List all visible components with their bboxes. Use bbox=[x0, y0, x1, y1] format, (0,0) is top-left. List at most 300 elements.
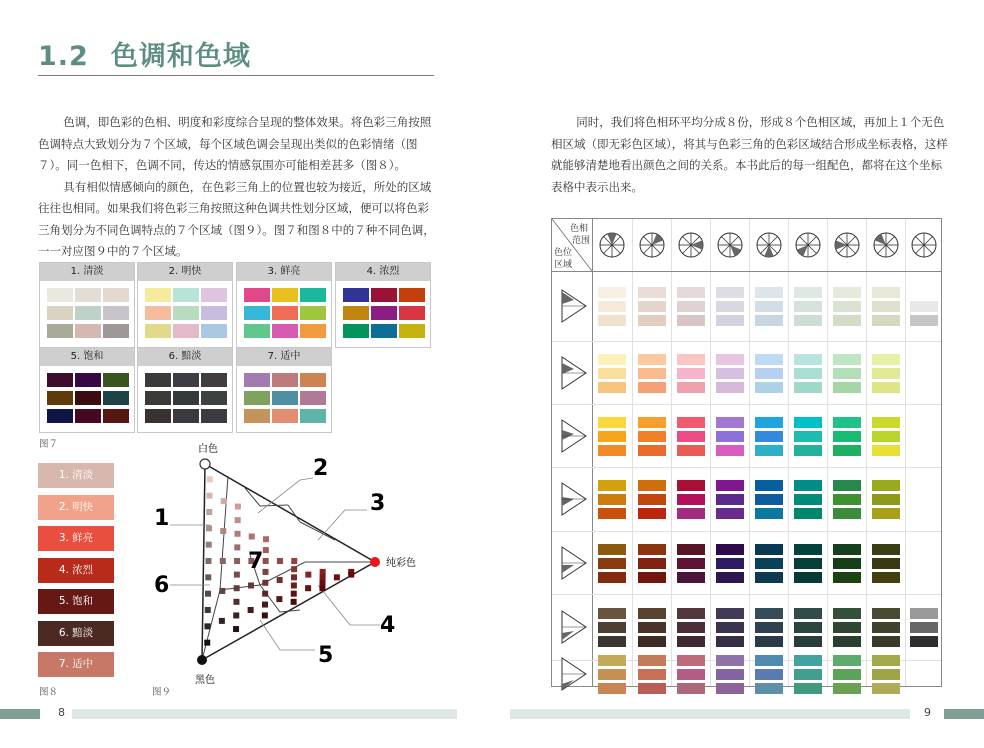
table-swatch bbox=[716, 480, 744, 491]
table-swatch bbox=[833, 354, 861, 365]
table-row-line bbox=[552, 467, 941, 468]
table-swatch bbox=[833, 572, 861, 583]
table-swatch bbox=[794, 354, 822, 365]
triangle-square bbox=[276, 596, 282, 602]
tone-swatch bbox=[371, 324, 397, 338]
table-row-line bbox=[552, 341, 941, 342]
table-swatch bbox=[638, 544, 666, 555]
region-number-2: 2 bbox=[313, 456, 329, 481]
tone-swatch bbox=[201, 373, 227, 387]
table-swatch bbox=[833, 445, 861, 456]
tone-swatch bbox=[244, 288, 270, 302]
table-col-line bbox=[905, 219, 906, 686]
heading-title: 色调和色域 bbox=[110, 41, 251, 72]
corner-label-area: 区域 bbox=[554, 260, 573, 270]
tone-cell-2 bbox=[137, 262, 233, 348]
table-swatch bbox=[794, 544, 822, 555]
table-swatch bbox=[598, 287, 626, 298]
table-col-line bbox=[788, 219, 789, 686]
triangle-square bbox=[305, 572, 311, 578]
table-swatch bbox=[872, 622, 900, 633]
hue-wheel-icon bbox=[832, 230, 862, 260]
table-swatch bbox=[872, 544, 900, 555]
corner-label-hue: 色相 bbox=[570, 224, 589, 234]
table-swatch bbox=[598, 655, 626, 666]
tone-swatch bbox=[272, 391, 298, 405]
table-col-line bbox=[632, 219, 633, 686]
triangle-square bbox=[234, 572, 240, 578]
tone-swatch bbox=[145, 373, 171, 387]
table-swatch bbox=[638, 354, 666, 365]
table-swatch bbox=[833, 544, 861, 555]
left-paragraph-2: 具有相似情感倾向的颜色，在色彩三角上的位置也较为接近，所处的区域往往也相同。如果我们将色彩三角按照这种色调共性划分区域，便可以将色彩三角划分为不同色调特点的７个区域（图９）。图７和图８中的７种不同色调，一一对应图９中的７个区域。 bbox=[38, 179, 435, 258]
table-swatch bbox=[677, 608, 705, 619]
corner-label-range: 范围 bbox=[572, 236, 591, 246]
table-swatch bbox=[638, 431, 666, 442]
tone-swatch bbox=[244, 324, 270, 338]
tone-triangle-icon bbox=[556, 609, 588, 645]
table-swatch bbox=[833, 480, 861, 491]
figure-9-color-triangle bbox=[150, 440, 430, 685]
table-row-line bbox=[552, 531, 941, 532]
table-swatch bbox=[598, 669, 626, 680]
right-paragraph-1: 同时，我们将色相环平均分成８份，形成８个色相区域，再加上１个无色相区域（即无彩色区域），将其与色彩三角的色彩区域结合形成坐标表格，这样就能够清楚地看出颜色之间的关系。本书此后的每一组配色，都将在这个坐标表格中表示出来。 bbox=[551, 115, 948, 194]
tone-swatch bbox=[145, 288, 171, 302]
table-swatch bbox=[598, 508, 626, 519]
table-swatch bbox=[677, 683, 705, 694]
tone-swatch bbox=[244, 391, 270, 405]
table-swatch bbox=[677, 636, 705, 647]
corner-label-position: 色位 bbox=[554, 248, 573, 258]
triangle-square bbox=[204, 640, 210, 646]
table-swatch bbox=[638, 558, 666, 569]
figure-7-caption: 图７ bbox=[39, 439, 59, 450]
table-swatch bbox=[794, 445, 822, 456]
tone-swatch bbox=[244, 409, 270, 423]
triangle-square bbox=[262, 612, 268, 618]
triangle-square bbox=[320, 574, 326, 580]
table-swatch bbox=[833, 683, 861, 694]
tone-swatch bbox=[201, 288, 227, 302]
table-swatch bbox=[872, 417, 900, 428]
table-swatch bbox=[638, 301, 666, 312]
table-swatch bbox=[716, 431, 744, 442]
triangle-square bbox=[234, 544, 240, 550]
hue-wheel-icon bbox=[637, 230, 667, 260]
table-swatch bbox=[638, 480, 666, 491]
table-swatch bbox=[833, 508, 861, 519]
triangle-square bbox=[205, 574, 211, 580]
white-label: 白色 bbox=[198, 444, 218, 455]
tone-swatch bbox=[272, 324, 298, 338]
tone-swatch bbox=[173, 373, 199, 387]
table-swatch bbox=[755, 508, 783, 519]
table-swatch bbox=[716, 622, 744, 633]
tone-swatch bbox=[173, 324, 199, 338]
table-swatch bbox=[755, 683, 783, 694]
triangle-square bbox=[291, 566, 297, 572]
region-number-1: 1 bbox=[154, 506, 170, 531]
table-swatch bbox=[872, 683, 900, 694]
table-col-line bbox=[710, 219, 711, 686]
table-swatch bbox=[638, 315, 666, 326]
table-swatch bbox=[598, 301, 626, 312]
tone-swatch bbox=[399, 288, 425, 302]
tone-swatch bbox=[272, 306, 298, 320]
table-swatch bbox=[794, 431, 822, 442]
tone-swatch bbox=[201, 409, 227, 423]
tone-swatch bbox=[47, 409, 73, 423]
table-swatch bbox=[638, 683, 666, 694]
black-vertex bbox=[197, 655, 207, 665]
table-swatch bbox=[598, 608, 626, 619]
table-swatch bbox=[833, 655, 861, 666]
tone-swatch bbox=[300, 373, 326, 387]
table-swatch bbox=[598, 622, 626, 633]
tone-swatch bbox=[399, 306, 425, 320]
triangle-square bbox=[205, 591, 211, 597]
left-page-bar-light bbox=[72, 709, 457, 719]
table-swatch bbox=[638, 287, 666, 298]
tone-swatch bbox=[103, 288, 129, 302]
hue-wheel-icon bbox=[676, 230, 706, 260]
tone-swatch bbox=[272, 288, 298, 302]
tone-swatch bbox=[103, 373, 129, 387]
triangle-square bbox=[262, 580, 268, 586]
table-col-line bbox=[749, 219, 750, 686]
tone-cell-label: 2. 明快 bbox=[138, 263, 232, 281]
tone-swatch bbox=[272, 409, 298, 423]
table-swatch bbox=[872, 608, 900, 619]
table-swatch bbox=[755, 669, 783, 680]
tone-cell-label: 7. 适中 bbox=[237, 348, 331, 366]
table-swatch bbox=[716, 544, 744, 555]
tone-swatch bbox=[201, 391, 227, 405]
hue-wheel-icon bbox=[793, 230, 823, 260]
tone-bar-7: 7. 适中 bbox=[38, 652, 114, 677]
table-swatch bbox=[833, 494, 861, 505]
triangle-square bbox=[277, 558, 283, 564]
table-swatch bbox=[755, 417, 783, 428]
table-col-line bbox=[866, 219, 867, 686]
triangle-square bbox=[207, 476, 213, 482]
table-swatch bbox=[716, 368, 744, 379]
tone-swatch bbox=[145, 391, 171, 405]
table-swatch bbox=[794, 315, 822, 326]
region-number-4: 4 bbox=[380, 613, 396, 638]
table-swatch bbox=[598, 354, 626, 365]
table-swatch bbox=[872, 508, 900, 519]
table-swatch bbox=[598, 683, 626, 694]
table-swatch bbox=[677, 301, 705, 312]
table-col-line bbox=[592, 219, 593, 686]
table-swatch bbox=[716, 669, 744, 680]
table-swatch bbox=[872, 301, 900, 312]
table-swatch bbox=[755, 608, 783, 619]
table-col-line bbox=[671, 219, 672, 686]
triangle-square bbox=[291, 599, 297, 605]
table-swatch bbox=[755, 315, 783, 326]
tone-triangle-icon bbox=[556, 656, 588, 692]
triangle-square bbox=[233, 626, 239, 632]
table-swatch bbox=[716, 655, 744, 666]
table-swatch bbox=[598, 544, 626, 555]
table-swatch bbox=[638, 445, 666, 456]
table-swatch bbox=[677, 572, 705, 583]
table-swatch bbox=[638, 417, 666, 428]
table-swatch bbox=[872, 445, 900, 456]
triangle-square bbox=[263, 558, 269, 564]
tone-swatch bbox=[75, 391, 101, 405]
leader-line bbox=[260, 620, 315, 650]
tone-swatch bbox=[343, 306, 369, 320]
table-swatch bbox=[872, 287, 900, 298]
tone-triangle-icon bbox=[556, 288, 588, 324]
table-swatch bbox=[794, 287, 822, 298]
table-swatch bbox=[638, 508, 666, 519]
triangle-square bbox=[220, 558, 226, 564]
table-swatch bbox=[716, 683, 744, 694]
tone-swatch bbox=[300, 306, 326, 320]
table-row-line bbox=[552, 271, 941, 272]
figure-9-caption: 图９ bbox=[152, 687, 172, 698]
table-swatch bbox=[598, 558, 626, 569]
table-swatch bbox=[910, 301, 938, 312]
left-paragraph-1: 色调，即色彩的色相、明度和彩度综合呈现的整体效果。将色彩三角按照色调特点大致划分为７个区域，每个区域色调会呈现出类似的色彩情绪（图７）。同一色相下，色调不同，传达的情感氛围亦可能相差甚多（图８）。 bbox=[38, 115, 432, 172]
triangle-square bbox=[263, 547, 269, 553]
table-swatch bbox=[638, 636, 666, 647]
table-swatch bbox=[598, 315, 626, 326]
table-swatch bbox=[794, 655, 822, 666]
table-swatch bbox=[872, 558, 900, 569]
tone-swatch bbox=[272, 373, 298, 387]
hue-wheel-icon bbox=[871, 230, 901, 260]
table-swatch bbox=[755, 382, 783, 393]
hue-wheel-icon bbox=[715, 230, 745, 260]
table-swatch bbox=[872, 480, 900, 491]
table-swatch bbox=[638, 368, 666, 379]
left-page-bar bbox=[0, 709, 40, 719]
triangle-square bbox=[234, 585, 240, 591]
triangle-square bbox=[248, 583, 254, 589]
triangle-square bbox=[334, 574, 340, 580]
tone-bar-5: 5. 饱和 bbox=[38, 589, 114, 614]
table-swatch bbox=[755, 445, 783, 456]
tone-swatch bbox=[75, 324, 101, 338]
table-swatch bbox=[755, 287, 783, 298]
table-swatch bbox=[872, 382, 900, 393]
heading-number: 1.2 bbox=[38, 41, 89, 72]
tone-swatch bbox=[201, 324, 227, 338]
tone-swatch bbox=[103, 306, 129, 320]
table-swatch bbox=[677, 655, 705, 666]
tone-bar-4: 4. 浓烈 bbox=[38, 558, 114, 583]
tone-bar-3: 3. 鲜亮 bbox=[38, 526, 114, 551]
triangle-square bbox=[205, 623, 211, 629]
table-swatch bbox=[755, 301, 783, 312]
table-swatch bbox=[716, 382, 744, 393]
tone-swatch bbox=[371, 306, 397, 320]
triangle-square bbox=[291, 591, 297, 597]
triangle-square bbox=[219, 618, 225, 624]
tone-cell-7 bbox=[236, 347, 332, 433]
tone-swatch bbox=[47, 391, 73, 405]
tone-cell-6 bbox=[137, 347, 233, 433]
triangle-square bbox=[219, 588, 225, 594]
table-swatch bbox=[755, 354, 783, 365]
hue-wheel-icon bbox=[597, 230, 627, 260]
tone-swatch bbox=[75, 373, 101, 387]
table-swatch bbox=[677, 480, 705, 491]
table-swatch bbox=[833, 417, 861, 428]
region-number-5: 5 bbox=[318, 643, 334, 668]
pure-color-vertex bbox=[370, 557, 380, 567]
table-swatch bbox=[755, 431, 783, 442]
table-swatch bbox=[872, 636, 900, 647]
table-swatch bbox=[833, 669, 861, 680]
table-swatch bbox=[794, 608, 822, 619]
table-swatch bbox=[833, 558, 861, 569]
table-swatch bbox=[872, 669, 900, 680]
table-swatch bbox=[872, 354, 900, 365]
tone-swatch bbox=[343, 288, 369, 302]
triangle-square bbox=[291, 583, 297, 589]
tone-cell-label: 5. 饱和 bbox=[40, 348, 134, 366]
right-body-text bbox=[551, 112, 951, 198]
table-swatch bbox=[638, 608, 666, 619]
table-swatch bbox=[677, 494, 705, 505]
tone-bar-2: 2. 明快 bbox=[38, 495, 114, 520]
table-swatch bbox=[677, 382, 705, 393]
triangle-square bbox=[291, 574, 297, 580]
triangle-square bbox=[263, 569, 269, 575]
table-swatch bbox=[755, 558, 783, 569]
triangle-square bbox=[206, 509, 212, 515]
table-swatch bbox=[794, 622, 822, 633]
white-vertex bbox=[200, 459, 210, 469]
tone-swatch bbox=[173, 306, 199, 320]
table-swatch bbox=[755, 544, 783, 555]
tone-swatch bbox=[75, 306, 101, 320]
tone-swatch bbox=[75, 288, 101, 302]
table-swatch bbox=[872, 572, 900, 583]
table-swatch bbox=[794, 494, 822, 505]
tone-swatch bbox=[244, 373, 270, 387]
triangle-square bbox=[207, 493, 213, 499]
table-swatch bbox=[755, 655, 783, 666]
triangle-square bbox=[234, 558, 240, 564]
table-swatch bbox=[638, 655, 666, 666]
table-swatch bbox=[755, 368, 783, 379]
tone-bar-6: 6. 黯淡 bbox=[38, 621, 114, 646]
table-swatch bbox=[910, 608, 938, 619]
table-swatch bbox=[677, 445, 705, 456]
tone-swatch bbox=[145, 324, 171, 338]
tone-cell-label: 4. 浓烈 bbox=[336, 263, 430, 281]
table-swatch bbox=[638, 494, 666, 505]
table-swatch bbox=[910, 315, 938, 326]
tone-triangle-icon bbox=[556, 355, 588, 391]
table-swatch bbox=[794, 480, 822, 491]
tone-swatch bbox=[145, 409, 171, 423]
pure-color-label: 纯彩色 bbox=[386, 558, 416, 569]
tone-cell-5 bbox=[39, 347, 135, 433]
triangle-square bbox=[262, 591, 268, 597]
table-swatch bbox=[833, 315, 861, 326]
page-number-right: 9 bbox=[920, 706, 935, 719]
triangle-square bbox=[233, 599, 239, 605]
heading-rule bbox=[38, 75, 434, 76]
table-swatch bbox=[794, 382, 822, 393]
triangle-square bbox=[206, 525, 212, 531]
table-swatch bbox=[872, 368, 900, 379]
table-swatch bbox=[833, 287, 861, 298]
black-label: 黑色 bbox=[195, 675, 215, 685]
table-swatch bbox=[755, 636, 783, 647]
tone-swatch bbox=[173, 288, 199, 302]
table-swatch bbox=[638, 622, 666, 633]
tone-swatch bbox=[399, 324, 425, 338]
tone-swatch bbox=[201, 306, 227, 320]
table-swatch bbox=[716, 636, 744, 647]
table-row-line bbox=[552, 594, 941, 595]
table-swatch bbox=[716, 608, 744, 619]
table-swatch bbox=[833, 301, 861, 312]
region-number-6: 6 bbox=[154, 573, 170, 598]
tone-swatch bbox=[145, 306, 171, 320]
table-swatch bbox=[910, 622, 938, 633]
table-swatch bbox=[598, 480, 626, 491]
tone-swatch bbox=[47, 306, 73, 320]
table-swatch bbox=[677, 508, 705, 519]
right-page-bar-light bbox=[510, 709, 910, 719]
table-swatch bbox=[794, 417, 822, 428]
triangle-square bbox=[263, 536, 269, 542]
triangle-square bbox=[233, 612, 239, 618]
table-swatch bbox=[598, 494, 626, 505]
right-page-bar bbox=[944, 709, 984, 719]
table-swatch bbox=[755, 480, 783, 491]
table-swatch bbox=[755, 622, 783, 633]
tone-cell-label: 6. 黯淡 bbox=[138, 348, 232, 366]
table-swatch bbox=[677, 544, 705, 555]
triangle-square bbox=[319, 585, 325, 591]
table-swatch bbox=[716, 287, 744, 298]
table-swatch bbox=[677, 368, 705, 379]
table-swatch bbox=[716, 494, 744, 505]
triangle-square bbox=[220, 528, 226, 534]
table-swatch bbox=[598, 368, 626, 379]
table-swatch bbox=[872, 431, 900, 442]
tone-swatch bbox=[371, 288, 397, 302]
page-number-left: 8 bbox=[54, 706, 69, 719]
table-swatch bbox=[598, 445, 626, 456]
table-swatch bbox=[794, 368, 822, 379]
triangle-square bbox=[277, 577, 283, 583]
table-swatch bbox=[794, 508, 822, 519]
tone-swatch bbox=[300, 409, 326, 423]
table-swatch bbox=[677, 354, 705, 365]
table-swatch bbox=[677, 558, 705, 569]
triangle-square bbox=[221, 498, 227, 504]
tone-triangle-icon bbox=[556, 481, 588, 517]
table-swatch bbox=[716, 315, 744, 326]
triangle-color-squares bbox=[204, 476, 354, 645]
table-swatch bbox=[833, 608, 861, 619]
table-swatch bbox=[598, 382, 626, 393]
table-swatch bbox=[833, 368, 861, 379]
tone-swatch bbox=[173, 409, 199, 423]
